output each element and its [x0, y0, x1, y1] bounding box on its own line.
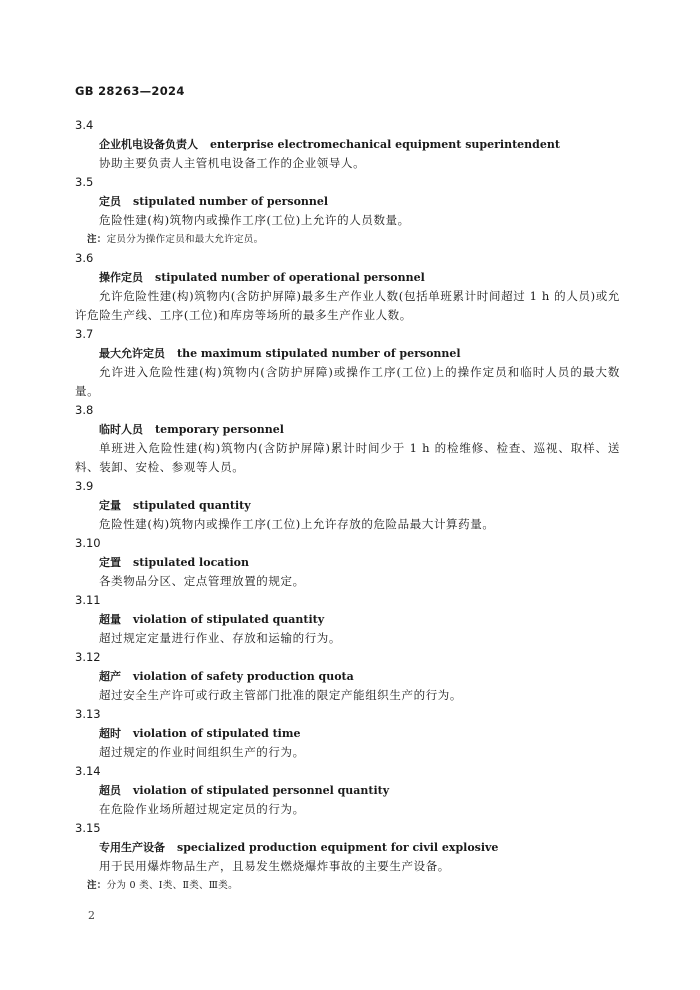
term-chinese: 最大允许定员 [99, 347, 165, 360]
term-heading [99, 135, 620, 154]
term-note [87, 230, 620, 249]
term-entry-3-7 [75, 325, 620, 401]
term-english: stipulated number of personnel [133, 195, 329, 208]
term-number: 3.4 [75, 118, 94, 132]
note-text: 定员分为操作定员和最大允许定员。 [106, 234, 264, 245]
term-heading [99, 724, 620, 743]
term-heading [99, 192, 620, 211]
note-text: 分为 0 类、Ⅰ类、Ⅱ类、Ⅲ类。 [106, 880, 238, 891]
term-number: 3.13 [75, 707, 101, 721]
term-definition: 协助主要负责人主管机电设备工作的企业领导人。 [99, 156, 366, 170]
term-heading [99, 553, 620, 572]
term-definition: 单班进入危险性建(构)筑物内(含防护屏障)累计时间少于 1 h 的检维修、检查、巡视、取样、送料、装卸、安检、参观等人员。 [75, 441, 620, 474]
term-entry-3-8 [75, 401, 620, 477]
term-number: 3.15 [75, 821, 101, 835]
term-english: violation of stipulated quantity [133, 613, 325, 626]
term-heading [99, 838, 620, 857]
term-heading [99, 268, 620, 287]
note-label: 注： [87, 234, 107, 245]
term-chinese: 专用生产设备 [99, 841, 165, 854]
term-chinese: 临时人员 [99, 423, 143, 436]
term-number: 3.9 [75, 479, 94, 493]
term-number: 3.11 [75, 593, 101, 607]
term-number: 3.14 [75, 764, 101, 778]
term-number: 3.12 [75, 650, 101, 664]
term-note [87, 876, 620, 895]
term-number: 3.7 [75, 327, 94, 341]
term-english: violation of stipulated personnel quantity [133, 784, 390, 797]
term-entry-3-13 [75, 705, 620, 762]
term-definition: 在危险作业场所超过规定定员的行为。 [99, 802, 305, 816]
term-english: specialized production equipment for civil explosive [177, 841, 499, 854]
term-english: enterprise electromechanical equipment superintendent [210, 138, 560, 151]
term-entry-3-15 [75, 819, 620, 895]
term-definition: 危险性建(构)筑物内或操作工序(工位)上允许存放的危险品最大计算药量。 [99, 517, 495, 531]
term-english: temporary personnel [155, 423, 284, 436]
term-entry-3-11 [75, 591, 620, 648]
term-heading [99, 781, 620, 800]
standard-code: GB 28263—2024 [75, 84, 185, 98]
term-entry-3-12 [75, 648, 620, 705]
term-heading [99, 420, 620, 439]
term-definition: 超过规定定量进行作业、存放和运输的行为。 [99, 631, 341, 645]
terms-list [75, 116, 620, 895]
term-number: 3.6 [75, 251, 94, 265]
term-chinese: 企业机电设备负责人 [99, 138, 198, 151]
term-entry-3-5 [75, 173, 620, 249]
term-number: 3.10 [75, 536, 101, 550]
page-number: 2 [88, 909, 95, 922]
term-chinese: 超量 [99, 613, 121, 626]
term-english: stipulated quantity [133, 499, 251, 512]
term-chinese: 超时 [99, 727, 121, 740]
term-entry-3-4 [75, 116, 620, 173]
term-chinese: 超员 [99, 784, 121, 797]
term-chinese: 超产 [99, 670, 121, 683]
term-entry-3-9 [75, 477, 620, 534]
term-english: stipulated location [133, 556, 249, 569]
term-definition: 各类物品分区、定点管理放置的规定。 [99, 574, 305, 588]
term-chinese: 定量 [99, 499, 121, 512]
term-heading [99, 610, 620, 629]
term-number: 3.5 [75, 175, 94, 189]
term-heading [99, 344, 620, 363]
term-english: the maximum stipulated number of personnel [177, 347, 461, 360]
term-english: violation of safety production quota [133, 670, 354, 683]
term-chinese: 定置 [99, 556, 121, 569]
term-definition: 危险性建(构)筑物内或操作工序(工位)上允许的人员数量。 [99, 213, 410, 227]
term-definition: 超过安全生产许可或行政主管部门批准的限定产能组织生产的行为。 [99, 688, 462, 702]
term-definition: 允许危险性建(构)筑物内(含防护屏障)最多生产作业人数(包括单班累计时间超过 1 h 的人员)或允许危险生产线、工序(工位)和库房等场所的最多生产作业人数。 [75, 289, 620, 322]
term-entry-3-14 [75, 762, 620, 819]
term-number: 3.8 [75, 403, 94, 417]
term-chinese: 操作定员 [99, 271, 143, 284]
term-english: stipulated number of operational personnel [155, 271, 425, 284]
term-heading [99, 496, 620, 515]
term-english: violation of stipulated time [133, 727, 301, 740]
term-entry-3-10 [75, 534, 620, 591]
term-heading [99, 667, 620, 686]
term-definition: 允许进入危险性建(构)筑物内(含防护屏障)或操作工序(工位)上的操作定员和临时人员的最大数量。 [75, 365, 620, 398]
term-chinese: 定员 [99, 195, 121, 208]
note-label: 注： [87, 880, 107, 891]
term-definition: 超过规定的作业时间组织生产的行为。 [99, 745, 305, 759]
term-definition: 用于民用爆炸物品生产，且易发生燃烧爆炸事故的主要生产设备。 [99, 859, 450, 873]
term-entry-3-6 [75, 249, 620, 325]
